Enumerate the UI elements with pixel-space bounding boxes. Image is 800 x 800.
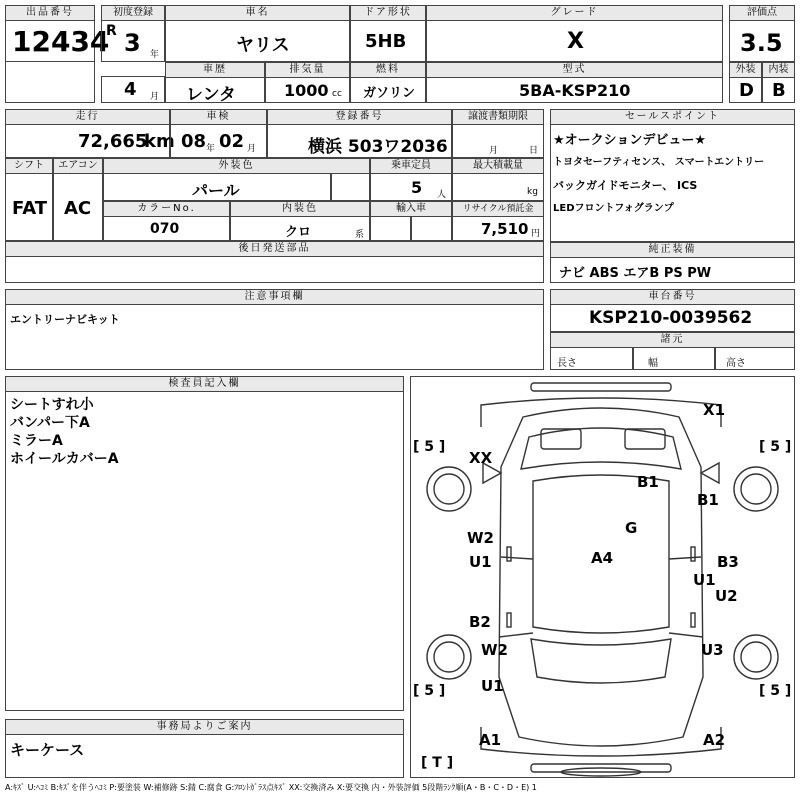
recycle-label: リサイクル預託金	[452, 201, 544, 217]
damage-mark: XX	[469, 449, 493, 467]
inspector-label: 検査員記入欄	[5, 376, 404, 392]
office-note: キーケース	[10, 741, 85, 759]
history-cell	[165, 77, 265, 103]
max-load-label: 最大積載量	[452, 158, 544, 174]
spare-tire: [ T ]	[421, 755, 454, 771]
door-label: ドア形状	[350, 5, 426, 21]
tire-tread-rl: [ 5 ]	[413, 683, 446, 699]
damage-mark: B3	[717, 553, 739, 571]
era: R	[106, 23, 117, 39]
sales-line: ★オークションデビュー★	[553, 133, 707, 148]
ext-label: 外装	[729, 62, 762, 78]
ext-score: D	[739, 80, 754, 101]
damage-mark: A4	[591, 549, 614, 567]
exterior-color: パール	[192, 181, 240, 200]
car-name-label: 車名	[165, 5, 350, 21]
history-label: 車歴	[165, 62, 265, 78]
grade-label: グレード	[426, 5, 723, 21]
max-load-cell	[452, 173, 544, 201]
lot-number: 12434	[12, 25, 110, 58]
car-name: ヤリス	[236, 35, 290, 56]
inspector-line: バンパー下A	[10, 415, 90, 431]
lot-blank	[5, 61, 95, 103]
damage-mark: U1	[693, 571, 716, 589]
max-load-unit: kg	[527, 187, 538, 197]
first-reg-label: 初度登録	[101, 5, 165, 21]
transfer-day: 日	[529, 146, 539, 156]
mileage-label: 走行	[5, 109, 170, 125]
inspection-cell	[170, 124, 267, 158]
equipment-label: 純正装備	[550, 242, 795, 258]
sales-line: LEDフロントフォグランプ	[553, 203, 674, 214]
interior-color-unit: 系	[355, 230, 365, 240]
grade-cell	[426, 20, 723, 62]
inspector-cell	[5, 391, 404, 711]
model-label: 型式	[426, 62, 723, 78]
damage-mark: W2	[467, 529, 494, 547]
insp-year-unit: 年	[206, 144, 216, 154]
dims-label: 諸元	[550, 332, 795, 348]
grade: X	[567, 29, 584, 54]
damage-mark: X1	[703, 401, 726, 419]
damage-mark: B1	[697, 491, 719, 509]
import-label: 輸入車	[370, 201, 452, 217]
shift-cell	[5, 173, 53, 241]
width-label: 幅	[648, 358, 658, 369]
model-cell	[426, 77, 723, 103]
score-label: 評価点	[729, 5, 795, 21]
width-cell	[633, 347, 715, 370]
capacity-cell	[370, 173, 452, 201]
tire-tread-fl: [ 5 ]	[413, 439, 446, 455]
sales-line: バックガイドモニター、 ICS	[553, 179, 698, 192]
notes-cell	[5, 304, 544, 370]
office-cell	[5, 734, 404, 778]
exterior-color-cell	[103, 173, 331, 201]
capacity-label: 乗車定員	[370, 158, 452, 174]
interior-color-label: 内装色	[230, 201, 370, 217]
mileage-unit: km	[144, 131, 175, 152]
tire-tread-rr: [ 5 ]	[759, 683, 792, 699]
displacement-cell	[265, 77, 350, 103]
inspector-line: シートすれ小	[10, 397, 94, 413]
color-no-cell	[103, 216, 230, 241]
fuel-cell	[350, 77, 426, 103]
chassis-number: KSP210-0039562	[589, 308, 753, 328]
lot-label: 出品番号	[5, 5, 95, 21]
car-outline	[411, 377, 794, 777]
first-reg-year-cell	[101, 20, 165, 62]
model: 5BA-KSP210	[519, 81, 631, 100]
car-name-cell	[165, 20, 350, 62]
import-cell-b	[411, 216, 452, 241]
height-cell	[715, 347, 795, 370]
damage-mark: U3	[701, 641, 724, 659]
transfer-month: 月	[489, 146, 499, 156]
damage-mark: G	[625, 519, 638, 537]
damage-mark: W2	[481, 641, 508, 659]
door-cell	[350, 20, 426, 62]
insp-month: 02	[219, 131, 245, 152]
int-score: B	[772, 80, 786, 101]
lot-cell	[5, 20, 110, 62]
color-no-label: カラーNo.	[103, 201, 230, 217]
recycle-cell	[452, 216, 544, 241]
shift: FAT	[12, 198, 48, 219]
equipment: ナビ ABS エアB PS PW	[559, 266, 712, 281]
damage-mark: A2	[703, 731, 726, 749]
office-label: 事務局よりご案内	[5, 719, 404, 735]
int-label: 内装	[762, 62, 795, 78]
reg-year: 3	[124, 29, 141, 57]
damage-mark: A1	[479, 731, 502, 749]
reg-month: 4	[124, 79, 137, 100]
score-cell	[729, 20, 795, 62]
plate-number: 横浜 503ワ2036	[308, 137, 448, 157]
capacity-unit: 人	[437, 190, 447, 200]
length-label: 長さ	[557, 358, 577, 369]
displacement-label: 排気量	[265, 62, 350, 78]
shift-label: シフト	[5, 158, 53, 174]
damage-mark: B2	[469, 613, 491, 631]
capacity: 5	[411, 178, 423, 197]
insp-month-unit: 月	[247, 144, 257, 154]
mileage: 72,665	[78, 131, 148, 152]
sales-cell	[550, 124, 795, 242]
sales-label: セールスポイント	[550, 109, 795, 125]
fuel: ガソリン	[363, 86, 416, 101]
length-cell	[550, 347, 633, 370]
displacement-unit: cc	[332, 89, 342, 99]
ac: AC	[64, 198, 92, 219]
reg-month-unit: 月	[150, 92, 160, 102]
equipment-cell	[550, 257, 795, 283]
door-type: 5HB	[365, 31, 407, 52]
plate-label: 登録番号	[267, 109, 452, 125]
int-score-cell	[762, 77, 795, 103]
tire-tread-fr: [ 5 ]	[759, 439, 792, 455]
transfer-label: 譲渡書類期限	[452, 109, 544, 125]
interior-color: クロ	[285, 225, 312, 240]
notes-label: 注意事項欄	[5, 289, 544, 305]
mileage-cell	[5, 124, 175, 158]
inspection-label: 車検	[170, 109, 267, 125]
displacement: 1000	[284, 81, 329, 100]
exterior-color-label: 外装色	[103, 158, 370, 174]
damage-mark: U2	[715, 587, 738, 605]
notes: エントリーナビキット	[10, 313, 120, 326]
legend: A:ｷｽﾞ U:ﾍｺﾐ B:ｷｽﾞを伴うﾍｺﾐ P:要塗装 W:補修跡 S:錆 C:腐食 G:ﾌﾛﾝﾄｶﾞﾗｽ点ｷｽﾞ XX:交換済み X:要交換 内・外装評価 5段階ﾗﾝｸ順(A・B・C・D・E) 1	[5, 783, 537, 792]
color-no: 070	[150, 221, 180, 237]
later-parts-label: 後日発送部品	[5, 241, 544, 257]
damage-mark: U1	[469, 553, 492, 571]
recycle-unit: 円	[531, 229, 541, 239]
first-reg-month-cell	[101, 76, 165, 103]
score: 3.5	[740, 29, 783, 57]
exterior-color-blank	[331, 173, 370, 201]
reg-year-unit: 年	[150, 50, 160, 60]
fuel-label: 燃料	[350, 62, 426, 78]
damage-mark: U1	[481, 677, 504, 695]
chassis-label: 車台番号	[550, 289, 795, 305]
ext-score-cell	[729, 77, 762, 103]
ac-label: エアコン	[53, 158, 103, 174]
interior-color-cell	[230, 216, 370, 241]
insp-year: 08	[181, 131, 207, 152]
import-cell-a	[370, 216, 411, 241]
inspector-line: ホイールカバーA	[10, 451, 119, 467]
height-label: 高さ	[726, 358, 746, 369]
damage-mark: B1	[637, 473, 659, 491]
history: レンタ	[186, 85, 236, 105]
chassis-cell	[550, 304, 795, 332]
recycle-fee: 7,510	[481, 220, 529, 238]
transfer-cell	[452, 124, 544, 158]
inspector-line: ミラーA	[10, 433, 63, 449]
later-parts-cell	[5, 256, 544, 283]
sales-line: トヨタセーフティセンス、 スマートエントリー	[553, 157, 765, 168]
damage-diagram	[410, 376, 795, 778]
ac-cell	[53, 173, 103, 241]
plate-cell	[267, 124, 452, 158]
